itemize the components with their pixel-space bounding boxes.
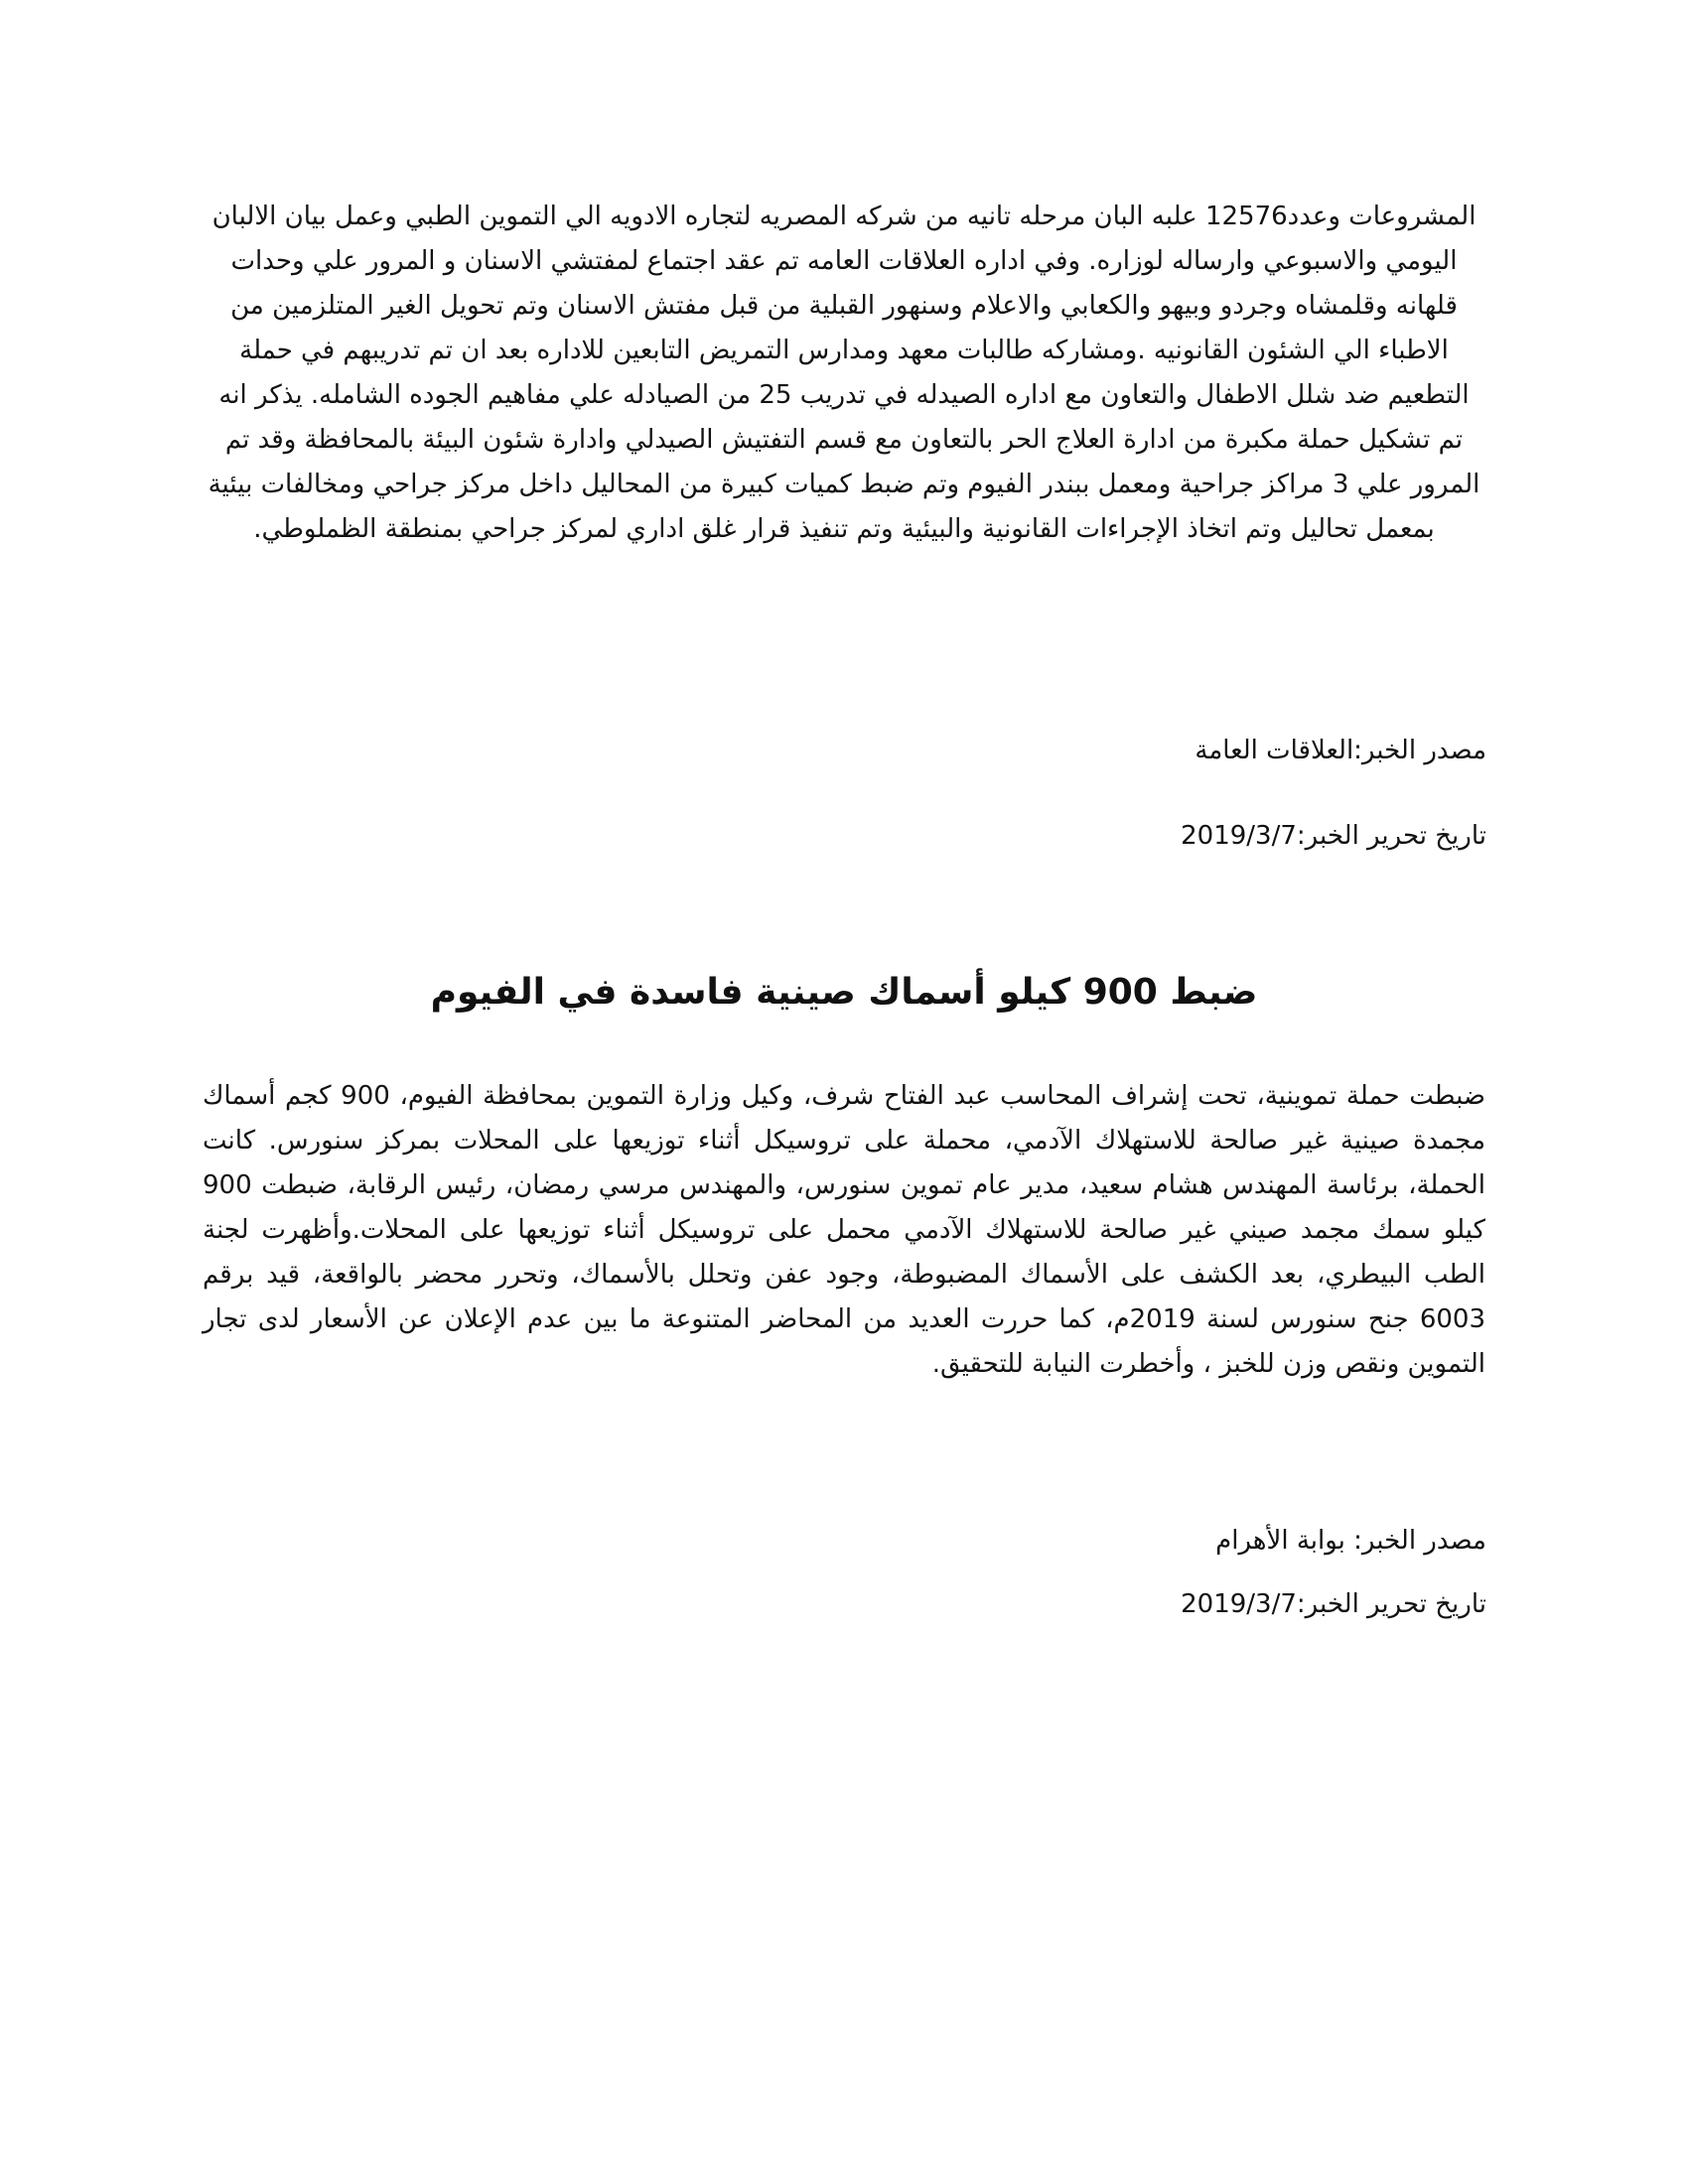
- article2-headline: ضبط 900 كيلو أسماك صينية فاسدة في الفيوم: [430, 972, 1258, 1013]
- article2-date-line: تاريخ تحرير الخبر:2019/3/7: [1181, 1589, 1486, 1619]
- article2-body-paragraph: ضبطت حملة تموينية، تحت إشراف المحاسب عبد الفتاح شرف، وكيل وزارة التموين بمحافظة الفيوم، 900 كجم أسماك مجمدة صينية غير صالحة للاستهلاك الآدمي، محملة على تروسيكل أثناء توزيعها على المحلات بمركز سنورس. كانت الحملة، برئاسة المهندس هشام سعيد، مدير عام تموين سنورس، والمهندس مرسي رمضان، رئيس الرقابة، ضبطت 900 كيلو سمك مجمد صيني غير صالحة للاستهلاك الآدمي محمل على تروسيكل أثناء توزيعها على المحلات.وأظهرت لجنة الطب البيطري، بعد الكشف على الأسماك المضبوطة، وجود عفن وتحلل بالأسماك، وتحرر محضر بالواقعة، قيد برقم 6003 جنح سنورس لسنة 2019م، كما حررت العديد من المحاضر المتنوعة ما بين عدم الإعلان عن الأسعار لدى تجار التموين ونقص وزن للخبز ، وأخطرت النيابة للتحقيق.: [203, 1081, 1486, 1379]
- article1-source-line: مصدر الخبر:العلاقات العامة: [1195, 736, 1486, 765]
- article1-date-line: تاريخ تحرير الخبر:2019/3/7: [1181, 821, 1486, 851]
- article2-source-line: مصدر الخبر: بوابة الأهرام: [1215, 1526, 1486, 1556]
- article1-body-paragraph: المشروعات وعدد12576 علبه البان مرحله تانيه من شركه المصريه لتجاره الادويه الي التموين الطبي وعمل بيان الالبان اليومي والاسبوعي وارساله لوزاره. وفي اداره العلاقات العامه تم عقد اجتماع لمفتشي الاسنان و المرور علي وحدات قلهانه وقلمشاه وجردو وبيهو والكعابي والاعلام وسنهور القبلية من قبل مفتش الاسنان وتم تحويل الغير المتلزمين من الاطباء الي الشئون القانونيه .ومشاركه طالبات معهد ومدارس التمريض التابعين للاداره بعد ان تم تدريبهم في حملة التطعيم ضد شلل الاطفال والتعاون مع اداره الصيدله في تدريب 25 من الصيادله علي مفاهيم الجوده الشامله. يذكر انه تم تشكيل حملة مكبرة من ادارة العلاج الحر بالتعاون مع قسم التفتيش الصيدلي وادارة شئون البيئة بالمحافظة وقد تم المرور علي 3 مراكز جراحية ومعمل ببندر الفيوم وتم ضبط كميات كبيرة من المحاليل داخل مركز جراحي ومخالفات بيئية بمعمل تحاليل وتم اتخاذ الإجراءات القانونية والبيئية وتم تنفيذ قرار غلق اداري لمركز جراحي بمنطقة الظملوطي.: [208, 202, 1480, 544]
